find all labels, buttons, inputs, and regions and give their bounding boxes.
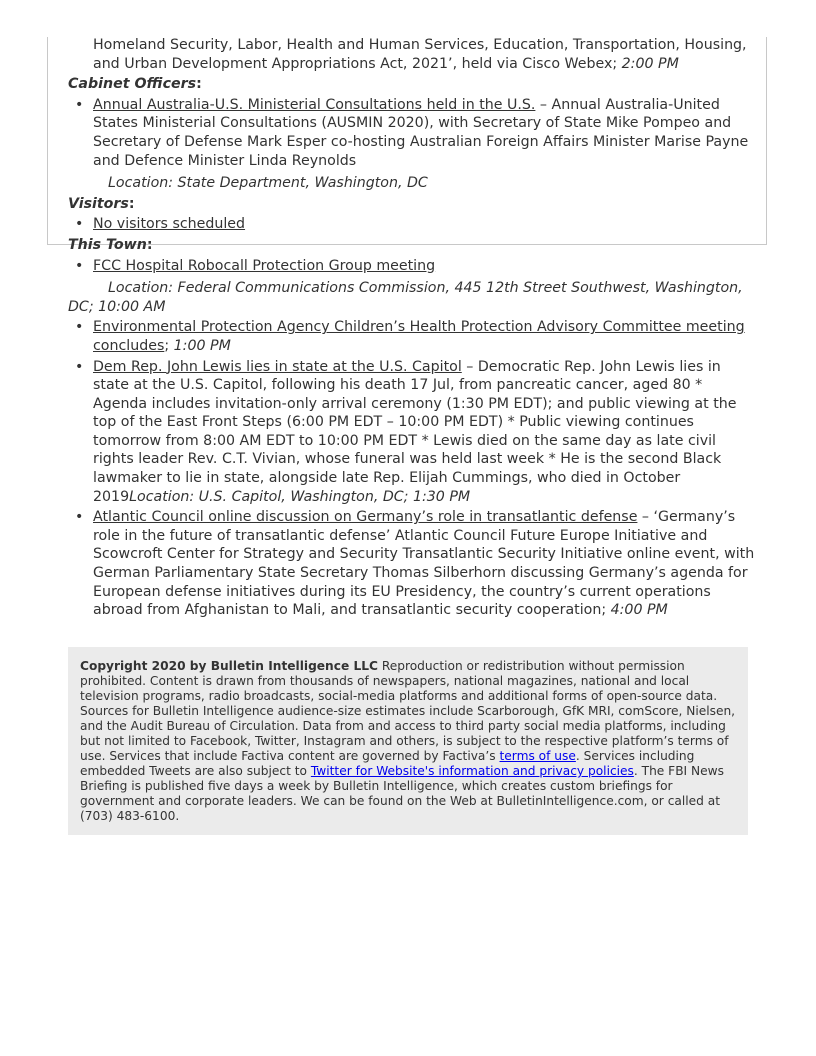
copyright-title: Copyright 2020 by Bulletin Intelligence LLC [80, 659, 378, 673]
event-description: – Annual Australia-United States Ministerial Consultations (AUSMIN 2020), with Secretary of State Mike Pompeo and Secretary of Defense Mark Esper co-hosting Australian Foreign Affairs Minister Marise Payne and Defence Minister Linda Reynolds [93, 96, 749, 169]
copyright-footer: Copyright 2020 by Bulletin Intelligence LLC Reproduction or redistribution without permission prohibited. Content is drawn from thousands of newspapers, national magazines, national and local television programs, radio broadcasts, social-media platforms and additional forms of open-source data. Sources for Bulletin Intelligence audience-size estimates include Scarborough, GfK MRI, comScore, Nielsen, and the Audit Bureau of Circulation. Data from and access to third party social media platforms, including but not limited to Facebook, Twitter, Instagram and others, is subject to the respective platform’s terms of use. Services that include Factiva content are governed by Factiva’s terms of use. Services including embedded Tweets are also subject to Twitter for Website's information and privacy policies. The FBI News Briefing is published five days a week by Bulletin Intelligence, which creates custom briefings for government and corporate leaders. We can be found on the Web at BulletinIntelligence.com, or called at (703) 483-6100. [68, 647, 748, 835]
section-heading-visitors: Visitors: [68, 195, 135, 212]
this-town-list-cont [68, 318, 758, 620]
event-location: Location: Federal Communications Commission, 445 12th Street Southwest, Washington, DC; 10:00 AM [68, 280, 743, 315]
event-time: 4:00 PM [610, 602, 668, 619]
event-link[interactable]: Environmental Protection Agency Children’s Health Protection Advisory Committee meeting concludes [93, 319, 745, 354]
event-link[interactable]: Atlantic Council online discussion on Germany’s role in transatlantic defense [93, 509, 638, 526]
terms-of-use-link[interactable]: terms of use [499, 749, 576, 763]
bullet-icon: • [75, 216, 84, 233]
bullet-icon: • [75, 96, 84, 113]
event-time: 1:00 PM [173, 337, 231, 354]
section-heading-this-town: This Town: [68, 236, 153, 253]
section-heading-cabinet: Cabinet Officers: [68, 76, 202, 93]
bullet-icon: • [75, 358, 84, 375]
list-item [68, 508, 758, 620]
event-description: – ‘Germany’s role in the future of transatlantic defense’ Atlantic Council Future Europe Initiative and Scowcroft Center for Strategy and Security Transatlantic Security Initiative online event, with German Parliamentary State Secretary Thomas Silberhorn discussing Germany’s agenda for European defense initiatives during its EU Presidency, the country’s current operations abroad from Afghanistan to Mali, and transatlantic security cooperation; [93, 509, 755, 619]
list-item [68, 96, 758, 170]
event-description: – Democratic Rep. John Lewis lies in state at the U.S. Capitol, following his death 17 Jul, from pancreatic cancer, aged 80 * Agenda includes invitation-only arrival ceremony (1:30 PM EDT); and public viewing at the top of the East Front Steps (6:00 PM EDT – 10:00 PM EDT) * Public viewing continues tomorrow from 8:00 AM EDT to 10:00 PM EDT * Lewis died on the same day as late civil rights leader Rev. C.T. Vivian, whose funeral was held last week * He is the second Black lawmaker to lie in state, alongside late Rep. Elijah Cummings, who died in October 2019 [93, 358, 737, 505]
event-link[interactable]: Dem Rep. John Lewis lies in state at the U.S. Capitol [93, 358, 462, 375]
event-link[interactable]: Annual Australia-U.S. Ministerial Consultations held in the U.S. [93, 96, 536, 113]
event-location: Location: U.S. Capitol, Washington, DC; 1:30 PM [129, 488, 471, 505]
visitors-list [68, 215, 758, 234]
briefing-content [68, 36, 758, 622]
list-item [68, 358, 758, 507]
bullet-icon: • [75, 257, 84, 274]
list-item [68, 257, 758, 276]
event-time: 2:00 PM [621, 55, 679, 72]
bullet-icon: • [75, 509, 84, 526]
previous-item-continuation: Homeland Security, Labor, Health and Human Services, Education, Transportation, Housing, and Urban Development Appropriations Act, 2021’, held via Cisco Webex; 2:00 PM [93, 37, 747, 72]
list-item [68, 215, 758, 234]
cabinet-list [68, 96, 758, 170]
event-link[interactable]: No visitors scheduled [93, 216, 246, 233]
twitter-privacy-link[interactable]: Twitter for Website's information and privacy policies [310, 764, 634, 778]
event-location: Location: State Department, Washington, DC [108, 175, 428, 192]
list-item: • Environmental Protection Agency Children’s Health Protection Advisory Committee meeting concludes; 1:00 PM [75, 319, 745, 354]
bullet-icon: • [75, 319, 84, 336]
event-link[interactable]: FCC Hospital Robocall Protection Group meeting [93, 257, 436, 274]
this-town-list [68, 257, 758, 276]
